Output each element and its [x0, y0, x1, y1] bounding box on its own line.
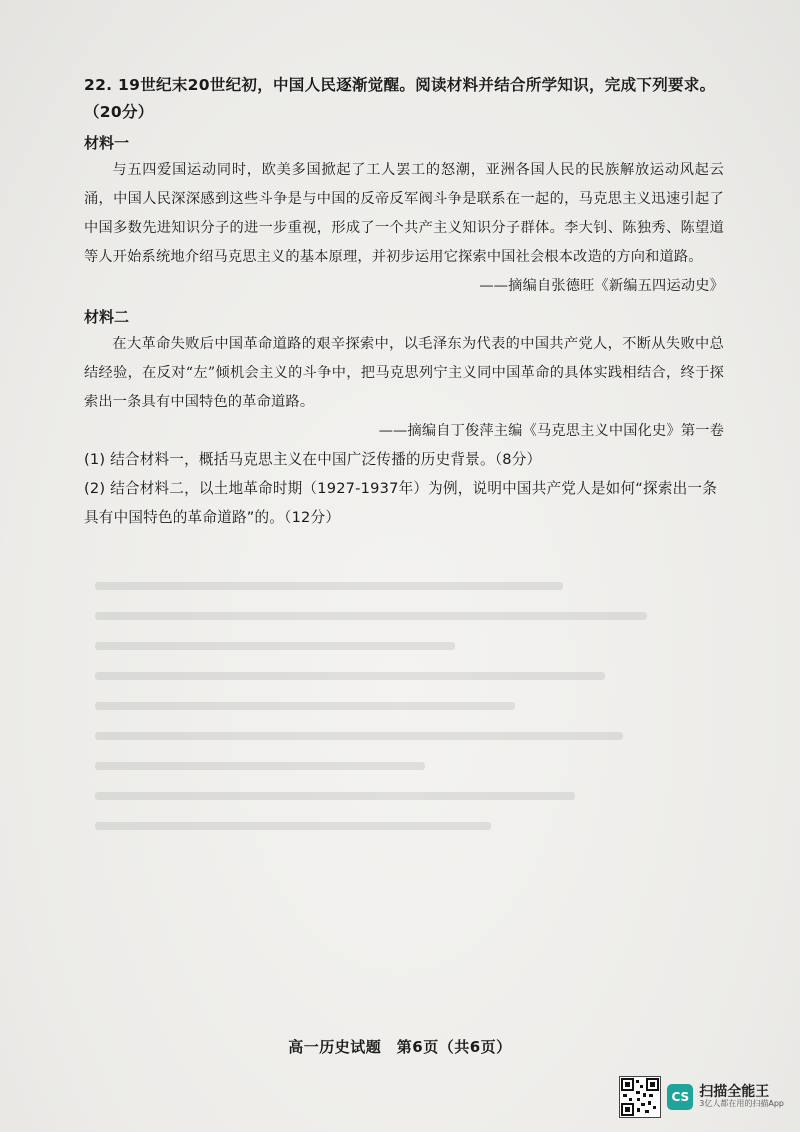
watermark-app-name: 扫描全能王 — [699, 1083, 770, 1100]
camscanner-logo-icon: CS — [667, 1084, 693, 1110]
bleed-through-area — [95, 560, 695, 980]
watermark-tagline: 3亿人都在用的扫描App — [699, 1099, 784, 1109]
qr-code-icon — [619, 1076, 661, 1118]
question-title: 22. 19世纪末20世纪初，中国人民逐渐觉醒。阅读材料并结合所学知识，完成下列要求。（20分） — [84, 76, 716, 121]
material1-heading: 材料一 — [84, 134, 130, 152]
watermark-text — [699, 1085, 784, 1109]
material1-text: 与五四爱国运动同时，欧美多国掀起了工人罢工的怒潮，亚洲各国人民的民族解放运动风起云涌，中国人民深深感到这些斗争是与中国的反帝反军阀斗争是联系在一起的，马克思主义迅速引起了中国多数先进知识分子的进一步重视，形成了一个共产主义知识分子群体。李大钊、陈独秀、陈望道等人开始系统地介绍马克思主义的基本原理，并初步运用它探索中国社会根本改造的方向和道路。 — [84, 162, 724, 265]
material2-text: 在大革命失败后中国革命道路的艰辛探索中，以毛泽东为代表的中国共产党人，不断从失败中总结经验，在反对“左”倾机会主义的斗争中，把马克思列宁主义同中国革命的具体实践相结合，终于探索出一条具有中国特色的革命道路。 — [84, 336, 724, 410]
question-block — [84, 72, 724, 532]
material2-heading: 材料二 — [84, 308, 130, 326]
material2-source: ——摘编自丁俊萍主编《马克思主义中国化史》第一卷 — [378, 423, 724, 439]
page-footer: 高一历史试题 第6页（共6页） — [288, 1038, 512, 1056]
material1-source: ——摘编自张德旺《新编五四运动史》 — [479, 278, 724, 294]
subquestion-2: (2) 结合材料二，以土地革命时期（1927-1937年）为例，说明中国共产党人是如何“探索出一条具有中国特色的革命道路”的。（12分） — [84, 480, 718, 526]
scanner-watermark — [619, 1076, 784, 1118]
subquestion-1: (1) 结合材料一，概括马克思主义在中国广泛传播的历史背景。（8分） — [84, 451, 542, 468]
